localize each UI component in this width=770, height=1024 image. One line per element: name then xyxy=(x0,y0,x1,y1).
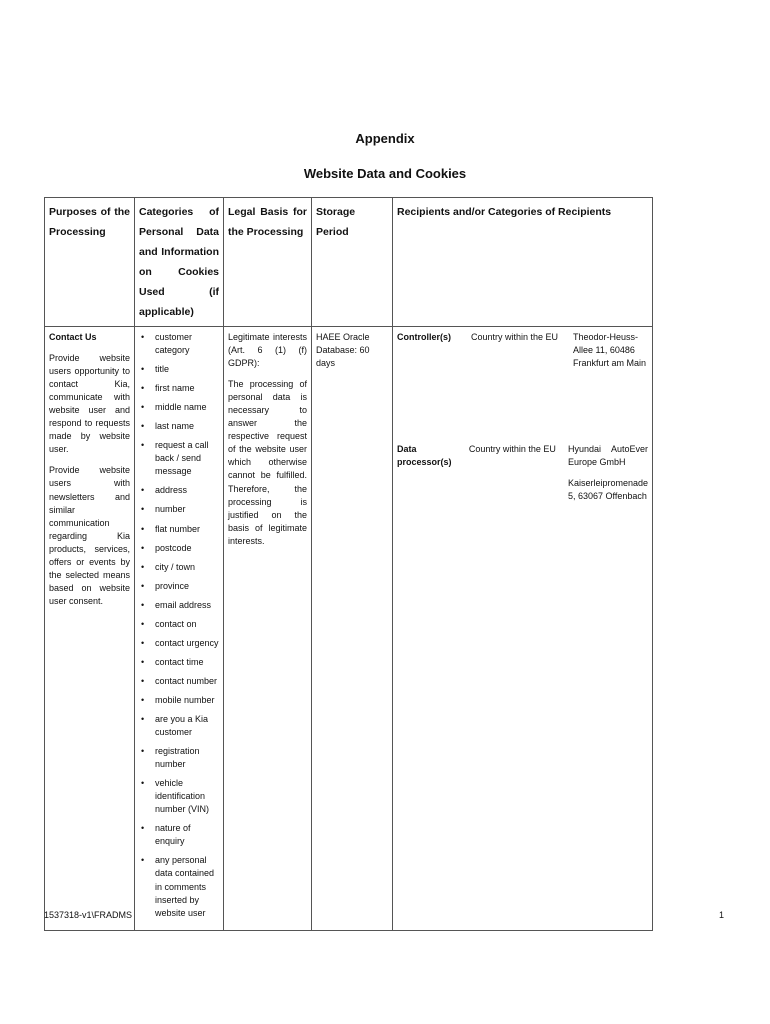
appendix-title: Appendix xyxy=(355,131,415,146)
recipient-processor-row xyxy=(393,439,652,515)
recipients-cell xyxy=(393,327,653,931)
category-item: • contact on xyxy=(139,618,219,631)
table-row xyxy=(45,327,653,931)
purpose-title: Contact Us xyxy=(49,332,97,342)
category-item: • postcode xyxy=(139,542,219,555)
document-subtitle: Website Data and Cookies xyxy=(303,166,467,181)
category-item: • contact time xyxy=(139,656,219,669)
storage-period-text: HAEE Oracle Database: 60 days xyxy=(316,332,370,369)
category-item: • last name xyxy=(139,420,219,433)
purpose-paragraph-1: Provide website users opportunity to contact Kia, communicate with website user and respond to requests made by website user. xyxy=(49,353,130,455)
recipient-role: Controller(s) xyxy=(397,332,451,342)
recipient-address xyxy=(573,331,648,435)
category-item: • province xyxy=(139,580,219,593)
category-item: • email address xyxy=(139,599,219,612)
storage-period-cell xyxy=(312,327,393,931)
category-item: • registration number xyxy=(139,745,219,771)
categories-cell xyxy=(135,327,224,931)
category-item: • middle name xyxy=(139,401,219,414)
header-storage-period: Storage Period xyxy=(312,198,393,327)
category-item: • number xyxy=(139,503,219,516)
recipient-address-line: Hyundai AutoEver Europe GmbH xyxy=(567,444,648,468)
recipient-controller-row xyxy=(393,327,652,439)
recipient-location: Country within the EU xyxy=(468,444,556,454)
header-purposes: Purposes of the Processing xyxy=(45,198,135,327)
recipient-role: Data processor(s) xyxy=(397,444,452,468)
footer-page-number: 1 xyxy=(718,910,724,920)
category-item: • vehicle identification number (VIN) xyxy=(139,777,219,816)
legal-basis-cell xyxy=(224,327,312,931)
purpose-paragraph-2: Provide website users with newsletters and similar communication regarding Kia products, services, offers or events by the selected means based on website user consent. xyxy=(49,465,130,606)
footer-document-id: 1537318-v1\FRADMS xyxy=(44,910,133,920)
category-item: • first name xyxy=(139,382,219,395)
category-item: • address xyxy=(139,484,219,497)
legal-basis-paragraph-1: Legitimate interests (Art. 6 (1) (f) GDPR): xyxy=(228,332,307,369)
categories-list xyxy=(139,331,219,920)
purpose-cell xyxy=(45,327,135,931)
header-recipients: Recipients and/or Categories of Recipients xyxy=(393,198,653,327)
category-item: • customer category xyxy=(139,331,219,357)
category-item: • mobile number xyxy=(139,694,219,707)
category-item: • contact number xyxy=(139,675,219,688)
header-legal-basis: Legal Basis for the Processing xyxy=(224,198,312,327)
category-item: • any personal data contained in comments inserted by website user xyxy=(139,854,219,919)
recipient-address xyxy=(568,443,648,511)
recipient-location: Country within the EU xyxy=(471,332,559,342)
category-item: • are you a Kia customer xyxy=(139,713,219,739)
category-item: • city / town xyxy=(139,561,219,574)
category-item: • flat number xyxy=(139,523,219,536)
legal-basis-paragraph-2: The processing of personal data is necessary to answer the respective request of the website user which otherwise cannot be fulfilled. Therefore, the processing is justified on the basis of legitimate interests. xyxy=(228,379,307,546)
category-item: • title xyxy=(139,363,219,376)
category-item: • request a call back / send message xyxy=(139,439,219,478)
category-item: • nature of enquiry xyxy=(139,822,219,848)
recipient-address-line: Theodor-Heuss-Allee 11, 60486 Frankfurt am Main xyxy=(573,332,647,369)
category-item: • contact urgency xyxy=(139,637,219,650)
recipient-address-line: Kaiserleipromenade 5, 63067 Offenbach xyxy=(567,478,648,502)
data-table xyxy=(44,197,653,931)
table-header-row xyxy=(45,198,653,327)
header-categories: Categories of Personal Data and Information on Cookies Used (if applicable) xyxy=(135,198,224,327)
